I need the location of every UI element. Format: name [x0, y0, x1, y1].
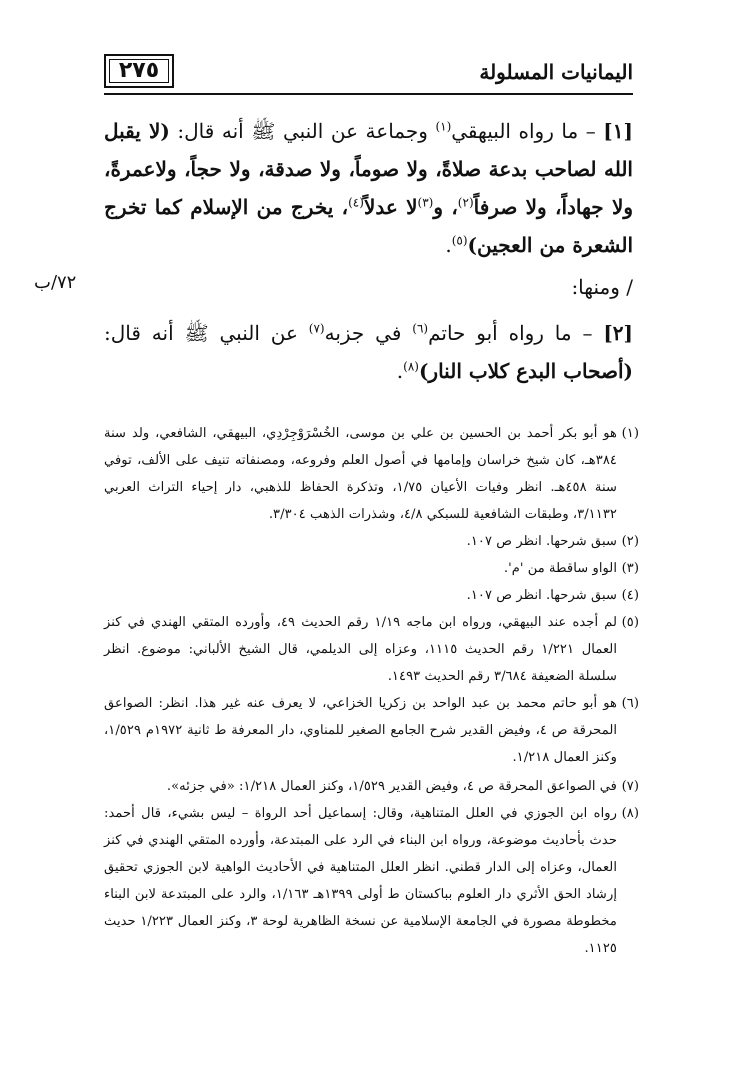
- footnote-text: في الصواعق المحرقة ص ٤، وفيض القدير ١/٥٢٩، وكنز العمال ١/٢١٨: «في جزئه».: [166, 779, 617, 794]
- hadith-2-intro-a: – ما رواه أبو حاتم: [428, 321, 604, 345]
- footnote-number: (٤): [621, 588, 639, 603]
- footnote-ref-7: (٧): [308, 321, 325, 336]
- page-number-box: [104, 54, 174, 88]
- footnote-ref-4: (٤): [348, 195, 364, 210]
- footnote-ref-1: (١): [435, 119, 452, 134]
- footnote-7: [104, 773, 639, 800]
- footnote-ref-2: (٢): [457, 195, 474, 210]
- footnote-number: (٢): [621, 534, 639, 549]
- hadith-1-text-d: ، يخرج من الإسلام كما تخرج الشعرة من العجين): [104, 195, 633, 257]
- hadith-1-text-c: لا عدلاً: [363, 195, 418, 219]
- footnote-text: رواه ابن الجوزي في العلل المتناهية، وقال: إسماعيل أحد الرواة – ليس بشيء، قال أحمد: حدث بأحاديث موضوعة، ورواه ابن البناء في الرد على المبتدعة، وأورده المتقي الهندي في كنز العمال، وعزاه إلى الدار قطني. انظر العلل المتناهية في الأحاديث الواهية لابن الجوزي تحقيق إرشاد الحق الأثري دار العلوم بباكستان ط أولى ١٣٩٩هـ ١/١٦٣، والرد على المبتدعة لابن البناء مخطوطة مصورة في الجامعة الإسلامية عن نسخة الظاهرية لوحة ٣، وكنز العمال ١/٢٢٣ حديث ١١٢٥.: [104, 806, 618, 956]
- footnote-text: سبق شرحها. انظر ص ١٠٧.: [466, 534, 617, 549]
- hadith-1-text-b: ، و: [433, 195, 458, 219]
- footnote-text: هو أبو حاتم محمد بن عبد الواحد بن زكريا الخزاعي، لا يعرف عنه غير هذا. انظر: الصواعق المحرقة ص ٤، وفيض القدير شرح الجامع الصغير للمناوي، دار المعرفة ط ثانية ١٩٧٢م ١/٥٢٩، وكنز العمال ١/٢١٨.: [104, 696, 617, 765]
- hadith-2-intro-b: في جزبه: [324, 321, 413, 345]
- header-rule: [104, 93, 633, 95]
- footnote-6: [104, 690, 639, 771]
- page-number-frame: [109, 59, 169, 83]
- footnote-4: [104, 582, 639, 609]
- manuscript-folio-note: ٧٢/ب: [34, 272, 77, 293]
- hadith-2-text: (أصحاب البدع كلاب النار): [418, 359, 633, 383]
- footnote-ref-3: (٣): [417, 195, 434, 210]
- footnote-text: هو أبو بكر أحمد بن الحسين بن علي بن موسى، الخُسْرَوْجِرْدِي، البيهقي، الشافعي، ولد سنة ٣٨٤هـ، كان شيخ خراسان وإمامها في أصول العلم وفروعه، ومصنفاته تنيف على الألف، توفي سنة ٤٥٨هـ. انظر وفيات الأعيان ١/٧٥، وتذكرة الحفاظ للذهبي، دار إحياء التراث العربي ٣/١١٣٢، وطبقات الشافعية للسبكي ٤/٨، وشذرات الذهب ٣/٣٠٤.: [104, 426, 618, 522]
- footnote-5: [104, 609, 639, 690]
- footnote-text: الواو ساقطة من 'م'.: [503, 561, 617, 576]
- hadith-2: [104, 314, 633, 390]
- page-number: ٢٧٥: [118, 58, 160, 83]
- hadith-2-end: .: [396, 359, 404, 383]
- footnote-2: [104, 528, 639, 555]
- footnote-text: سبق شرحها. انظر ص ١٠٧.: [466, 588, 617, 603]
- footnote-8: [104, 800, 639, 962]
- minha-line: / ومنها:: [571, 275, 633, 299]
- footnote-number: (٥): [621, 615, 639, 630]
- hadith-1-intro-a: – ما رواه البيهقي: [451, 119, 604, 143]
- footnote-3: [104, 555, 639, 582]
- hadith-2-intro-c: عن النبي ﷺ أنه قال:: [104, 321, 309, 345]
- footnote-text: لم أجده عند البيهقي، ورواه ابن ماجه ١/١٩ رقم الحديث ٤٩، وأورده المتقي الهندي في كنز العمال ١/٢٢١ رقم الحديث ١١١٥، وعزاه إلى الديلمي، قال الشيخ الألباني: موضوع. انظر سلسلة الضعيفة ٣/٦٨٤ رقم الحديث ١٤٩٣.: [104, 615, 617, 684]
- hadith-1-end: .: [445, 233, 452, 257]
- footnote-number: (١): [621, 426, 639, 441]
- footnote-ref-8: (٨): [403, 359, 419, 374]
- footnote-number: (٨): [621, 806, 639, 821]
- running-title: اليمانيات المسلولة: [479, 60, 633, 84]
- footnote-ref-5: (٥): [451, 233, 468, 248]
- hadith-1-marker: [١]: [603, 119, 633, 143]
- hadith-1-text-a: (لا يقبل الله لصاحب بدعة صلاةً، ولا صوماً، ولا صدقة، ولا حجاً، ولاعمرةً، ولا جهاداً، ولا صرفاً: [104, 119, 634, 219]
- footnote-ref-6: (٦): [412, 321, 429, 336]
- footnotes: [104, 420, 639, 962]
- hadith-2-marker: [٢]: [603, 321, 634, 345]
- footnote-number: (٣): [621, 561, 639, 576]
- footnote-number: (٦): [621, 696, 639, 711]
- hadith-1-intro-b: وجماعة عن النبي ﷺ أنه قال:: [169, 119, 436, 143]
- hadith-1: [104, 112, 633, 264]
- footnote-number: (٧): [621, 779, 639, 794]
- footnote-1: [104, 420, 639, 528]
